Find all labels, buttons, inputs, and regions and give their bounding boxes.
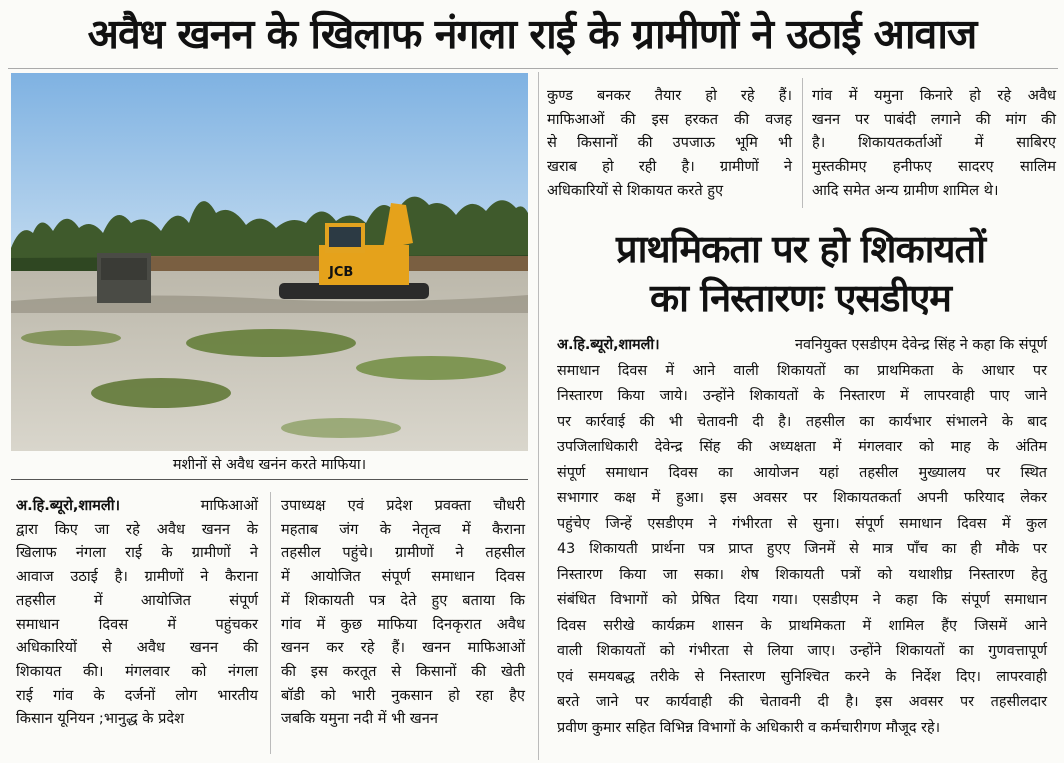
story1-text-line: खिलाफ नंगला राई के ग्रामीणों ने (16, 544, 258, 562)
story1-text-line: है। शिकायतकर्ताओं में साबिरए (812, 134, 1056, 152)
story1-text-line: समाधान दिवस में पहुंचकर (16, 615, 258, 633)
story1-text-line: द्वारा किए जा रहे अवैध खनन के (16, 520, 258, 538)
story2-headline (548, 225, 1053, 323)
story1-text-line: माफिआओं की इस हरकत की वजह (547, 110, 792, 128)
story2-text-line: बरते जाने पर कार्यवाही की चेतावनी दी है। इस अवसर पर तहसीलदार (557, 694, 1047, 710)
story1-column-3 (547, 84, 792, 203)
story1-text-line: राई गांव के दर्जनों लोग भारतीय (16, 686, 258, 704)
jcb-logo: JCB (329, 265, 354, 280)
story1-text-line: में शिकायती पत्र देते हुए बताया कि (281, 591, 525, 609)
story1-text-line: कुण्ड बनकर तैयार हो रहे हैं। (547, 87, 792, 104)
story1-text-line: किसान यूनियन ;भानुद्ध के प्रदेश (16, 710, 185, 728)
story2-dateline: अ.हि.ब्यूरो,शामली। (557, 337, 660, 353)
story2-text-line: उपजिलाधिकारी देवेन्द्र सिंह की अध्यक्षता में मंगलवार को माह के अंतिम (557, 439, 1047, 455)
story2-text-line: सभागार कक्ष में हुआ। इस अवसर पर शिकायतकर्ता अपनी फरियाद लेकर (557, 490, 1047, 506)
story1-text-line: महताब जंग के नेतृत्व में कैराना (281, 520, 525, 538)
photo-caption: मशीनों से अवैध खनंन करते माफिया। (11, 452, 528, 480)
story1-text-line: से किसानों की उपजाऊ भूमि भी (547, 134, 792, 152)
story1-column-1 (16, 494, 258, 731)
story2-text-line: संपूर्ण समाधान दिवस का आयोजन यहां तहसील मुख्यालय पर स्थित (557, 464, 1047, 481)
mining-scene-illustration (11, 73, 528, 451)
story1-text-line: अधिकारियों से अवैध खनन की (16, 639, 258, 657)
story1-column-4 (812, 84, 1056, 203)
story2-body (557, 333, 1047, 741)
news-photo (11, 73, 528, 451)
story2-text-line: पर कार्रवाई की भी चेतावनी दी है। तहसील का कार्यभार संभालने के बाद (557, 413, 1047, 430)
column-divider (538, 72, 539, 760)
story1-text-line: जबकि यमुना नदी में भी खनन (281, 710, 438, 728)
main-headline: अवैध खनन के खिलाफ नंगला राई के ग्रामीणों ने उठाई आवाज (87, 10, 977, 58)
story1-text-line: गांव में कुछ माफिया दिनकृरात अवैध (281, 615, 525, 633)
story2-text-line: 43 शिकायती प्रार्थना पत्र प्राप्त हुएए जिनमें से मात्र पाँच का ही मौके पर (557, 541, 1047, 557)
story1-text-line: आदि समेत अन्य ग्रामीण शामिल थे। (812, 181, 999, 199)
story2-text-line: एवं समयबद्ध तरीके से निस्तारण सुनिश्चित करने के निर्देश दिए। लापरवाही (557, 668, 1047, 685)
story2-line-first (557, 333, 1047, 359)
story1-text-line: में आयोजित संपूर्ण समाधान दिवस (281, 568, 525, 586)
story2-text-line: वाली शिकायतों को गंभीरता से लिया जाए। उन्होंने शिकायतों का गुणवत्तापूर्ण (557, 643, 1047, 659)
story1-text-line: खनन कर रहे हैं। खनन माफिआओं (281, 639, 525, 657)
story2-headline-line: का निस्तारणः एसडीएम (649, 276, 951, 320)
story1-text-line: मुस्तकीमए हनीफए सादरए सालिम (812, 158, 1056, 176)
story1-text-line: खराब हो रही है। ग्रामीणों ने (547, 158, 792, 176)
story1-text-line: अधिकारियों से शिकायत करते हुए (547, 181, 724, 199)
story2-text-line: पहुंचेए जिन्हें एसडीएम ने गंभीरता से सुना। संपूर्ण समाधान दिवस में कुल (557, 515, 1047, 532)
column-divider (270, 492, 271, 754)
story1-text-line: गांव में यमुना किनारे हो रहे अवैध (812, 87, 1056, 104)
story1-text-line: तहसील पहुंचे। ग्रामीणों ने तहसील (281, 544, 525, 562)
story2-text-line: नवनियुक्त एसडीएम देवेन्द्र सिंह ने कहा कि संपूर्ण (795, 337, 1047, 353)
story2-text-line: समाधान दिवस में आने वाली शिकायतों का प्राथमिकता के आधार पर (557, 362, 1047, 379)
story2-text-line: प्रवीण कुमार सहित विभिन्न विभागों के अधिकारी व कर्मचारीगण मौजूद रहे। (557, 719, 941, 736)
story1-text-line: तहसील में आयोजित संपूर्ण (16, 591, 258, 609)
story1-column-2 (281, 494, 525, 731)
story1-col1-line-first (16, 494, 258, 518)
story1-text-line: आवाज उठाई है। ग्रामीणों ने कैराना (16, 568, 258, 586)
story1-text-line: उपाध्यक्ष एवं प्रदेश प्रवक्ता चौधरी (281, 497, 525, 514)
column-divider (802, 78, 803, 208)
headline-divider (8, 68, 1058, 69)
story1-text-line: बॉडी को भारी नुकसान हो रहा हैए (281, 686, 525, 704)
story1-text-line: शिकायत की। मंगलवार को नंगला (16, 662, 258, 680)
story1-text-line: की इस करतूत से किसानों की खेती (281, 662, 525, 680)
story2-text-line: निस्तारण किया जा सका। शेष शिकायती पत्रों को यथाशीघ्र निस्तारण हेतु (557, 566, 1047, 583)
story1-text-line: माफिआओं (200, 497, 258, 514)
story2-text-line: संबंधित विभागों को प्रेषित दिया गया। एसडीएम ने कहा कि संपूर्ण समाधान (557, 592, 1047, 608)
story1-dateline: अ.हि.ब्यूरो,शामली। (16, 497, 121, 514)
story2-text-line: निस्तारण किया जाये। उन्होंने शिकायतों के निस्तारण में लापरवाही पाए जाने (557, 388, 1047, 404)
story2-text-line: दिवस सरीखे कार्यक्रम शासन के प्राथमिकता में शामिल हैंए जिसमें आने (557, 617, 1047, 634)
story1-text-line: खनन पर पाबंदी लगाने की मांग की (812, 110, 1056, 128)
story2-headline-line: प्राथमिकता पर हो शिकायतों (615, 227, 986, 271)
